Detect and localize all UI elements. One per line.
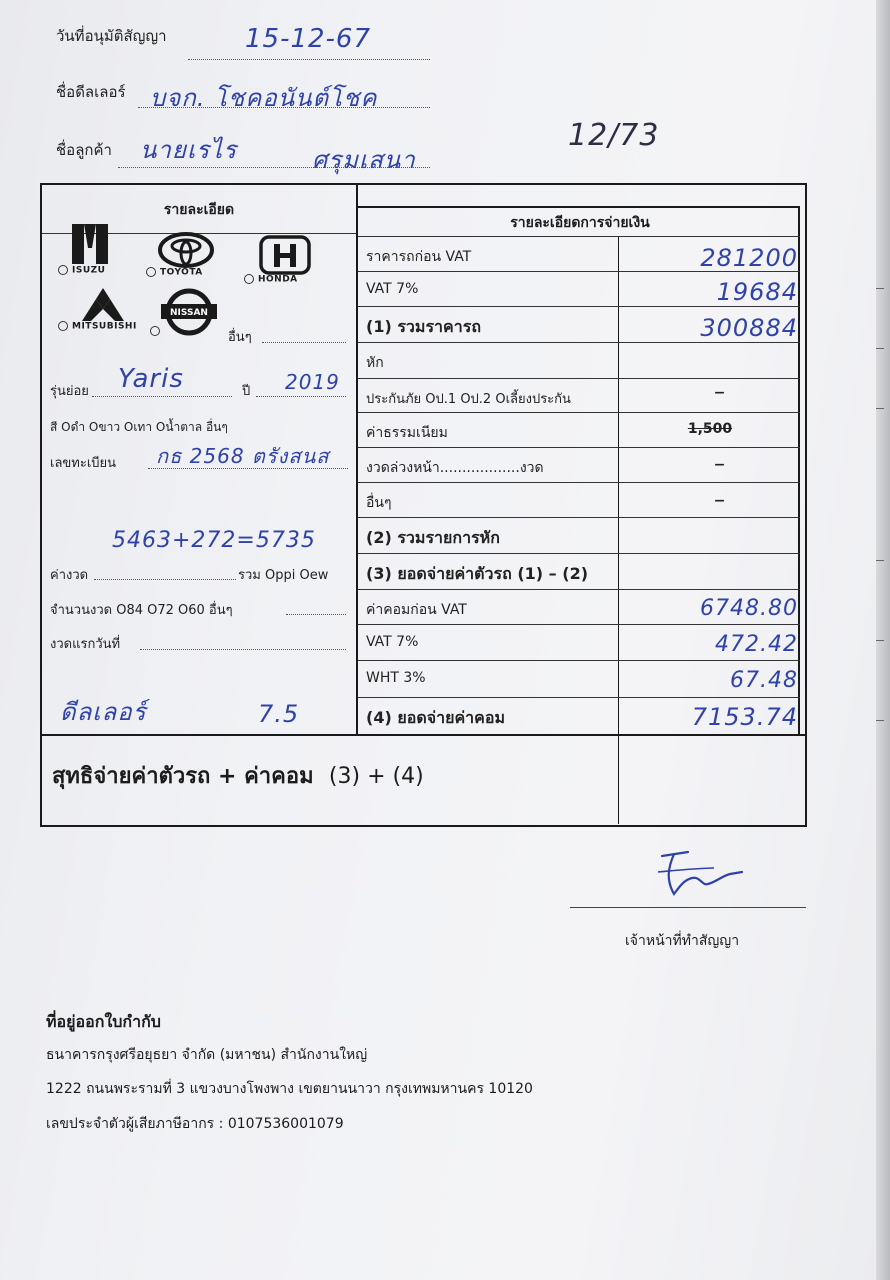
isuzu-logo-icon [70,222,110,266]
commission-total-label: (4) ยอดจ่ายค่าคอม [366,708,505,727]
advance-installment-label: งวดล่วงหน้า..................งวด [366,460,544,476]
commission-before-vat-value: 6748.80 [700,596,798,621]
net-total-formula: (3) + (4) [328,764,424,789]
total-deduction-label: (2) รวมรายการหัก [366,528,500,547]
customer-surname: ศรุมเสนา [312,146,416,174]
nissan-radio[interactable] [150,326,160,336]
installment-suffix: รวม Oppi Oew [238,568,329,583]
other-deduction-value: – [714,488,726,513]
net-total-label: สุทธิจ่ายค่าตัวรถ + ค่าคอม (3) + (4) [52,764,424,789]
tax-id: เลขประจำตัวผู้เสียภาษีอากร : 0107536001079 [46,1116,344,1132]
first-payment-label: งวดแรกวันที่ [50,637,121,652]
installment-calculation-note: 5463+272=5735 [112,528,316,553]
other-deduction-label: อื่นๆ [366,495,392,511]
signature-label: เจ้าหน้าที่ทำสัญญา [625,933,740,949]
binder-edge [876,0,890,1280]
model-label: รุ่นย่อย [50,384,89,399]
wht-value: 67.48 [730,668,798,693]
fee-label: ค่าธรรมเนียม [366,425,448,441]
commission-vat-value: 472.42 [715,632,798,657]
toyota-label: TOYOTA [160,267,203,278]
price-before-vat-value: 281200 [700,244,798,272]
vat-label: VAT 7% [366,281,419,297]
payment-title: รายละเอียดการจ่ายเงิน [510,215,650,231]
commission-total-value: 7153.74 [691,703,798,731]
signature-line [570,907,806,908]
car-payment-label: (3) ยอดจ่ายค่าตัวรถ (1) – (2) [366,564,589,583]
plate-value: กธ 2568 ตรังสนส [156,444,330,468]
insurance-label: ประกันภัย Oป.1 Oป.2 Oเลี้ยงประกัน [366,392,571,407]
total-car-price-label: (1) รวมราคารถ [366,317,481,336]
dealer-value: บจก. โชคอนันต์โชค [150,84,378,112]
installment-label: ค่างวด [50,568,89,583]
commission-vat-label: VAT 7% [366,634,419,650]
toyota-radio[interactable] [146,267,156,277]
reference-note: 12/73 [568,118,660,153]
rate-note-left: ดีลเลอร์ [60,698,147,726]
price-before-vat-label: ราคารถก่อน VAT [366,249,472,265]
toyota-logo-icon [158,232,214,268]
other-brand-label: อื่นๆ [228,330,252,345]
column-divider [356,183,358,735]
wht-label: WHT 3% [366,670,426,686]
bank-address: 1222 ถนนพระรามที่ 3 แขวงบางโพงพาง เขตยานนาวา กรุงเทพมหานคร 10120 [46,1081,533,1097]
year-label: ปี [242,384,251,399]
model-value: Yaris [118,364,184,394]
vat-value: 19684 [716,278,798,306]
invoice-address-title: ที่อยู่ออกใบกำกับ [46,1012,161,1031]
approval-date-label: วันที่อนุมัติสัญญา [56,27,167,45]
commission-before-vat-label: ค่าคอมก่อน VAT [366,602,467,618]
nissan-label: NISSAN [170,308,208,318]
total-car-price-value: 300884 [700,314,798,342]
approval-date-value: 15-12-67 [245,24,372,54]
customer-label: ชื่อลูกค้า [56,141,112,159]
value-column-divider [618,236,619,824]
isuzu-label: ISUZU [72,265,106,276]
bank-name: ธนาคารกรุงศรีอยุธยา จำกัด (มหาชน) สำนักงานใหญ่ [46,1047,368,1063]
isuzu-radio[interactable] [58,265,68,275]
rate-note-right: 7.5 [258,700,300,728]
insurance-value: – [714,380,726,405]
honda-logo-icon [258,235,312,275]
term-options: จำนวนงวด O84 O72 O60 อื่นๆ [50,603,233,618]
honda-label: HONDA [258,274,298,285]
customer-first-name: นายเรไร [140,136,237,164]
nissan-logo-icon [160,288,218,336]
color-options: สี Oดำ Oขาว Oเทา Oน้ำตาล อื่นๆ [50,420,228,434]
mitsubishi-label: MITSUBISHI [72,321,137,332]
honda-radio[interactable] [244,274,254,284]
fee-value: 1,500 [687,421,733,437]
details-title: รายละเอียด [163,202,235,218]
dealer-label: ชื่อดีลเลอร์ [56,83,126,101]
deduction-label: หัก [366,355,384,371]
mitsubishi-logo-icon [80,287,126,323]
year-value: 2019 [285,370,340,394]
plate-label: เลขทะเบียน [50,456,117,471]
mitsubishi-radio[interactable] [58,321,68,331]
advance-installment-value: – [714,452,726,477]
officer-signature [650,846,750,902]
approval-date-line [188,58,430,60]
